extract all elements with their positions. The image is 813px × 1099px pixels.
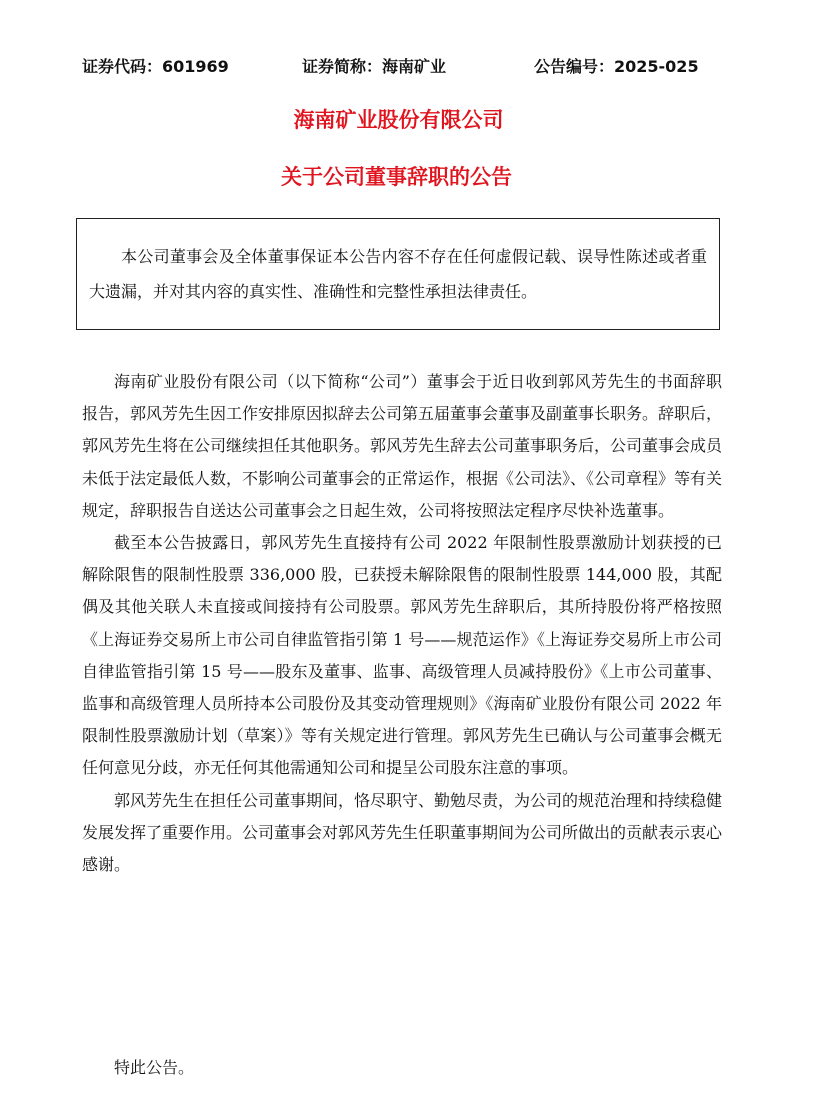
body-paragraph-shareholding: 截至本公告披露日，郭风芳先生直接持有公司 2022 年限制性股票激励计划获授的已解除限售的限制性股票 336,000 股，已获授未解除限售的限制性股票 144,000 股，其配偶及其他关联人未直接或间接持有公司股票。郭风芳先生辞职后，其所持股份将严格按照《上海证券交易所上市公司自律监管指引第 1 号——规范运作》《上海证券交易所上市公司自律监管指引第 15 号——股东及董事、监事、高级管理人员减持股份》《上市公司董事、监事和高级管理人员所持本公司股份及其变动管理规则》《海南矿业股份有限公司 2022 年限制性股票激励计划（草案）》等有关规定进行管理。郭风芳先生已确认与公司董事会概无任何意见分歧，亦无任何其他需通知公司和提呈公司股东注意的事项。 <box>82 533 722 778</box>
announcement-number: 公告编号：2025-025 <box>534 57 699 76</box>
stock-code: 证券代码：601969 <box>82 57 229 76</box>
document-header <box>82 54 722 80</box>
board-guarantee-notice <box>76 218 720 330</box>
body-paragraph-acknowledgement: 郭风芳先生在担任公司董事期间，恪尽职守、勤勉尽责，为公司的规范治理和持续稳健发展发挥了重要作用。公司董事会对郭风芳先生任职董事期间为公司所做出的贡献表示衷心感谢。 <box>82 790 723 875</box>
notice-text: 本公司董事会及全体董事保证本公告内容不存在任何虚假记载、误导性陈述或者重大遗漏，并对其内容的真实性、准确性和完整性承担法律责任。 <box>89 247 707 301</box>
announcement-title: 关于公司董事辞职的公告 <box>281 165 512 189</box>
body-paragraph-resignation: 海南矿业股份有限公司（以下简称“公司”）董事会于近日收到郭风芳先生的书面辞职报告，郭风芳先生因工作安排原因拟辞去公司第五届董事会董事及副董事长职务。辞职后，郭风芳先生将在公司继续担任其他职务。郭风芳先生辞去公司董事职务后，公司董事会成员未低于法定最低人数，不影响公司董事会的正常运作，根据《公司法》、《公司章程》等有关规定，辞职报告自送达公司董事会之日起生效，公司将按照法定程序尽快补选董事。 <box>82 372 723 520</box>
closing-statement: 特此公告。 <box>114 1058 195 1077</box>
announcement-body <box>82 366 722 881</box>
stock-abbreviation: 证券简称：海南矿业 <box>302 57 447 76</box>
company-title: 海南矿业股份有限公司 <box>293 108 504 132</box>
